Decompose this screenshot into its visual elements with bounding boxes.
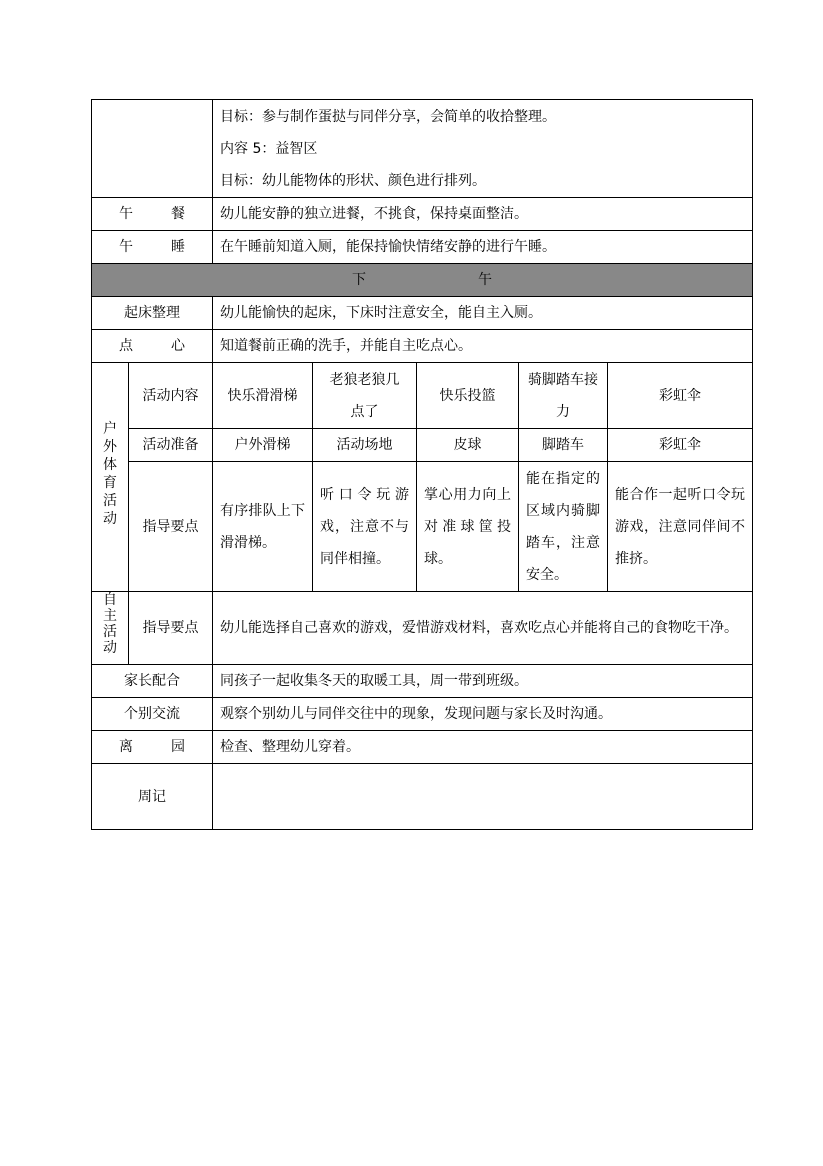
free-guide-text: 幼儿能选择自己喜欢的游戏，爱惜游戏材料，喜欢吃点心并能将自己的食物吃干净。 — [213, 592, 753, 665]
activity-guide-4: 能在指定的区域内骑脚踏车，注意安全。 — [519, 462, 608, 592]
activity-prep-2: 活动场地 — [313, 429, 417, 462]
afternoon-band — [92, 264, 753, 297]
parents-text: 同孩子一起收集冬天的取暖工具，周一带到班级。 — [213, 665, 753, 698]
outdoor-prep-label: 活动准备 — [129, 429, 213, 462]
activity-prep-5: 彩虹伞 — [608, 429, 753, 462]
activity-guide-5: 能合作一起听口令玩游戏，注意同伴间不推挤。 — [608, 462, 753, 592]
leave-label: 离 园 — [92, 731, 213, 764]
lunch-row — [92, 198, 753, 231]
area-content-cell — [213, 100, 753, 198]
nap-row — [92, 231, 753, 264]
snack-row — [92, 330, 753, 363]
goal-line-1: 目标：参与制作蛋挞与同伴分享，会简单的收拾整理。 — [220, 109, 556, 125]
outdoor-content-row — [92, 363, 753, 429]
activity-prep-3: 皮球 — [417, 429, 519, 462]
activity-prep-1: 户外滑梯 — [213, 429, 313, 462]
content-5: 内容 5：益智区 — [220, 141, 318, 157]
outdoor-guide-label: 指导要点 — [129, 462, 213, 592]
daily-plan-table — [91, 99, 753, 830]
nap-text: 在午睡前知道入厕，能保持愉快情绪安静的进行午睡。 — [213, 231, 753, 264]
afternoon-heading: 下 午 — [92, 264, 753, 297]
individual-text: 观察个别幼儿与同伴交往中的现象，发现问题与家长及时沟通。 — [213, 698, 753, 731]
area-continued-row — [92, 100, 753, 198]
weekly-text — [213, 764, 753, 830]
activity-name-5: 彩虹伞 — [608, 363, 753, 429]
activity-name-4: 骑脚踏车接力 — [519, 363, 608, 429]
activity-name-2: 老狼老狼几点了 — [313, 363, 417, 429]
outdoor-prep-row — [92, 429, 753, 462]
weekly-row — [92, 764, 753, 830]
wakeup-row — [92, 297, 753, 330]
outdoor-section-label: 户外体育活动 — [92, 363, 129, 592]
activity-guide-3: 掌心用力向上对准球筐投球。 — [417, 462, 519, 592]
activity-guide-2: 听口令玩游戏，注意不与同伴相撞。 — [313, 462, 417, 592]
activity-name-1: 快乐滑滑梯 — [213, 363, 313, 429]
lunch-label: 午 餐 — [92, 198, 213, 231]
area-label-cell — [92, 100, 213, 198]
outdoor-content-label: 活动内容 — [129, 363, 213, 429]
outdoor-guide-row — [92, 462, 753, 592]
free-section-label: 自主活动 — [92, 592, 129, 665]
snack-label: 点 心 — [92, 330, 213, 363]
goal-line-2: 目标：幼儿能物体的形状、颜色进行排列。 — [220, 173, 486, 189]
wakeup-text: 幼儿能愉快的起床，下床时注意安全，能自主入厕。 — [213, 297, 753, 330]
activity-prep-4: 脚踏车 — [519, 429, 608, 462]
lunch-text: 幼儿能安静的独立进餐，不挑食，保持桌面整洁。 — [213, 198, 753, 231]
activity-name-3: 快乐投篮 — [417, 363, 519, 429]
parents-label: 家长配合 — [92, 665, 213, 698]
free-activity-row — [92, 592, 753, 665]
nap-label: 午 睡 — [92, 231, 213, 264]
parents-row — [92, 665, 753, 698]
free-guide-label: 指导要点 — [129, 592, 213, 665]
individual-row — [92, 698, 753, 731]
leave-row — [92, 731, 753, 764]
leave-text: 检查、整理幼儿穿着。 — [213, 731, 753, 764]
weekly-label: 周记 — [92, 764, 213, 830]
individual-label: 个别交流 — [92, 698, 213, 731]
snack-text: 知道餐前正确的洗手，并能自主吃点心。 — [213, 330, 753, 363]
wakeup-label: 起床整理 — [92, 297, 213, 330]
activity-guide-1: 有序排队上下滑滑梯。 — [213, 462, 313, 592]
